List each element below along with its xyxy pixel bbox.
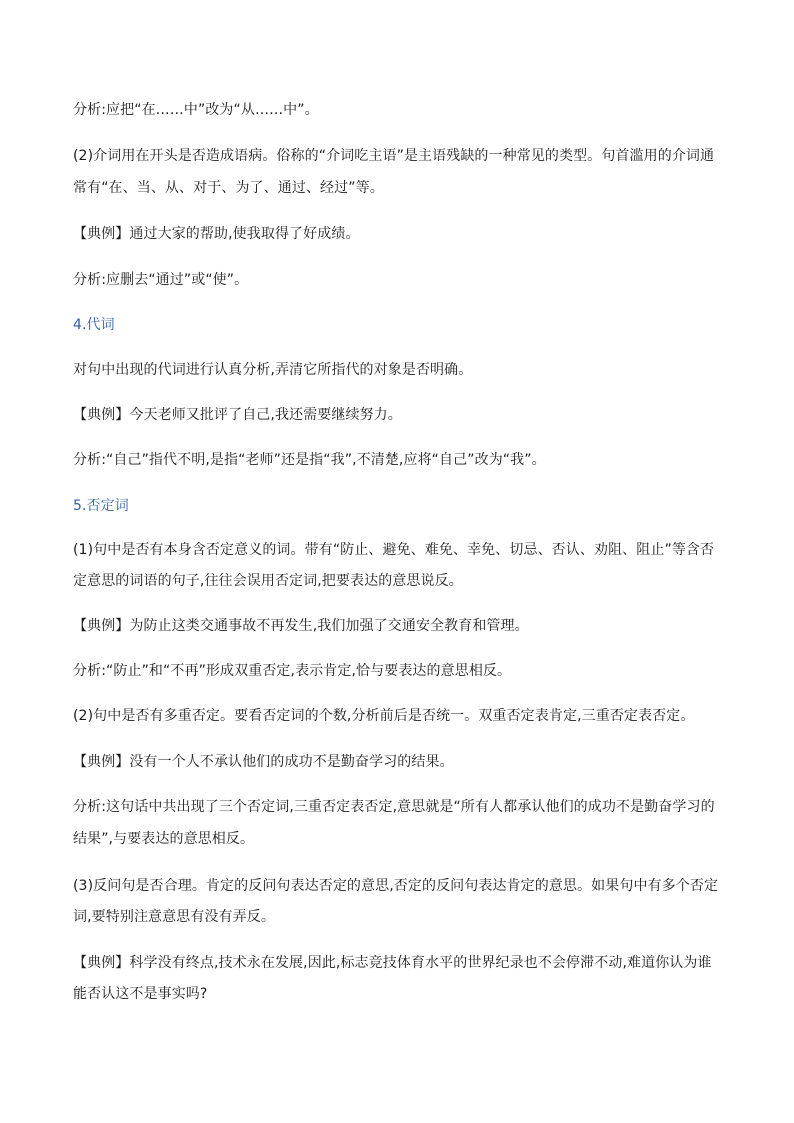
analysis-paragraph: 分析:应删去“通过”或“使”。 (73, 272, 249, 288)
analysis-paragraph-line: 分析:这句话中共出现了三个否定词,三重否定表否定,意思就是“所有人都承认他们的成功不是勤奋学习的 (73, 799, 715, 815)
example-paragraph-line: 能否认这不是事实吗? (73, 986, 208, 1002)
analysis-paragraph: 分析:“自己”指代不明,是指“老师”还是指“我”,不清楚,应将“自己”改为“我”。 (73, 452, 546, 468)
analysis-paragraph: 分析:“防止”和“不再”形成双重否定,表示肯定,恰与要表达的意思相反。 (73, 663, 512, 679)
rule-paragraph-line: (3)反问句是否合理。肯定的反问句表达否定的意思,否定的反问句表达肯定的意思。如果句中有多个否定 (73, 878, 719, 894)
rule-paragraph-line: (1)句中是否有本身含否定意义的词。带有“防止、避免、难免、幸免、切忌、否认、劝阻、阻止”等含否 (73, 542, 715, 558)
section-heading: 4.代词 (73, 317, 115, 333)
rule-paragraph-line: 定意思的词语的句子,往往会误用否定词,把要表达的意思说反。 (73, 573, 463, 589)
analysis-paragraph: 分析:应把“在……中”改为“从……中”。 (73, 102, 319, 118)
analysis-paragraph-line: 结果”,与要表达的意思相反。 (73, 831, 255, 847)
example-paragraph: 【典例】今天老师又批评了自己,我还需要继续努力。 (73, 407, 402, 423)
example-paragraph: 【典例】通过大家的帮助,使我取得了好成绩。 (73, 226, 360, 242)
rule-paragraph: 对句中出现的代词进行认真分析,弄清它所指代的对象是否明确。 (73, 362, 473, 378)
rule-paragraph-line: 常有“在、当、从、对于、为了、通过、经过”等。 (73, 180, 384, 196)
example-paragraph: 【典例】没有一个人不承认他们的成功不是勤奋学习的结果。 (73, 754, 454, 770)
example-paragraph: 【典例】为防止这类交通事故不再发生,我们加强了交通安全教育和管理。 (73, 618, 529, 634)
rule-paragraph: (2)句中是否有多重否定。要看否定词的个数,分析前后是否统一。双重否定表肯定,三重否定表否定。 (73, 708, 695, 724)
section-heading: 5.否定词 (73, 498, 129, 514)
document-page (73, 0, 733, 1123)
rule-paragraph-line: (2)介词用在开头是否造成语病。俗称的“介词吃主语”是主语残缺的一种常见的类型。句首滥用的介词通 (73, 148, 715, 164)
rule-paragraph-line: 词,要特别注意意思有没有弄反。 (73, 909, 275, 925)
example-paragraph-line: 【典例】科学没有终点,技术永在发展,因此,标志竞技体育水平的世界纪录也不会停滞不动,难道你认为谁 (73, 955, 712, 971)
